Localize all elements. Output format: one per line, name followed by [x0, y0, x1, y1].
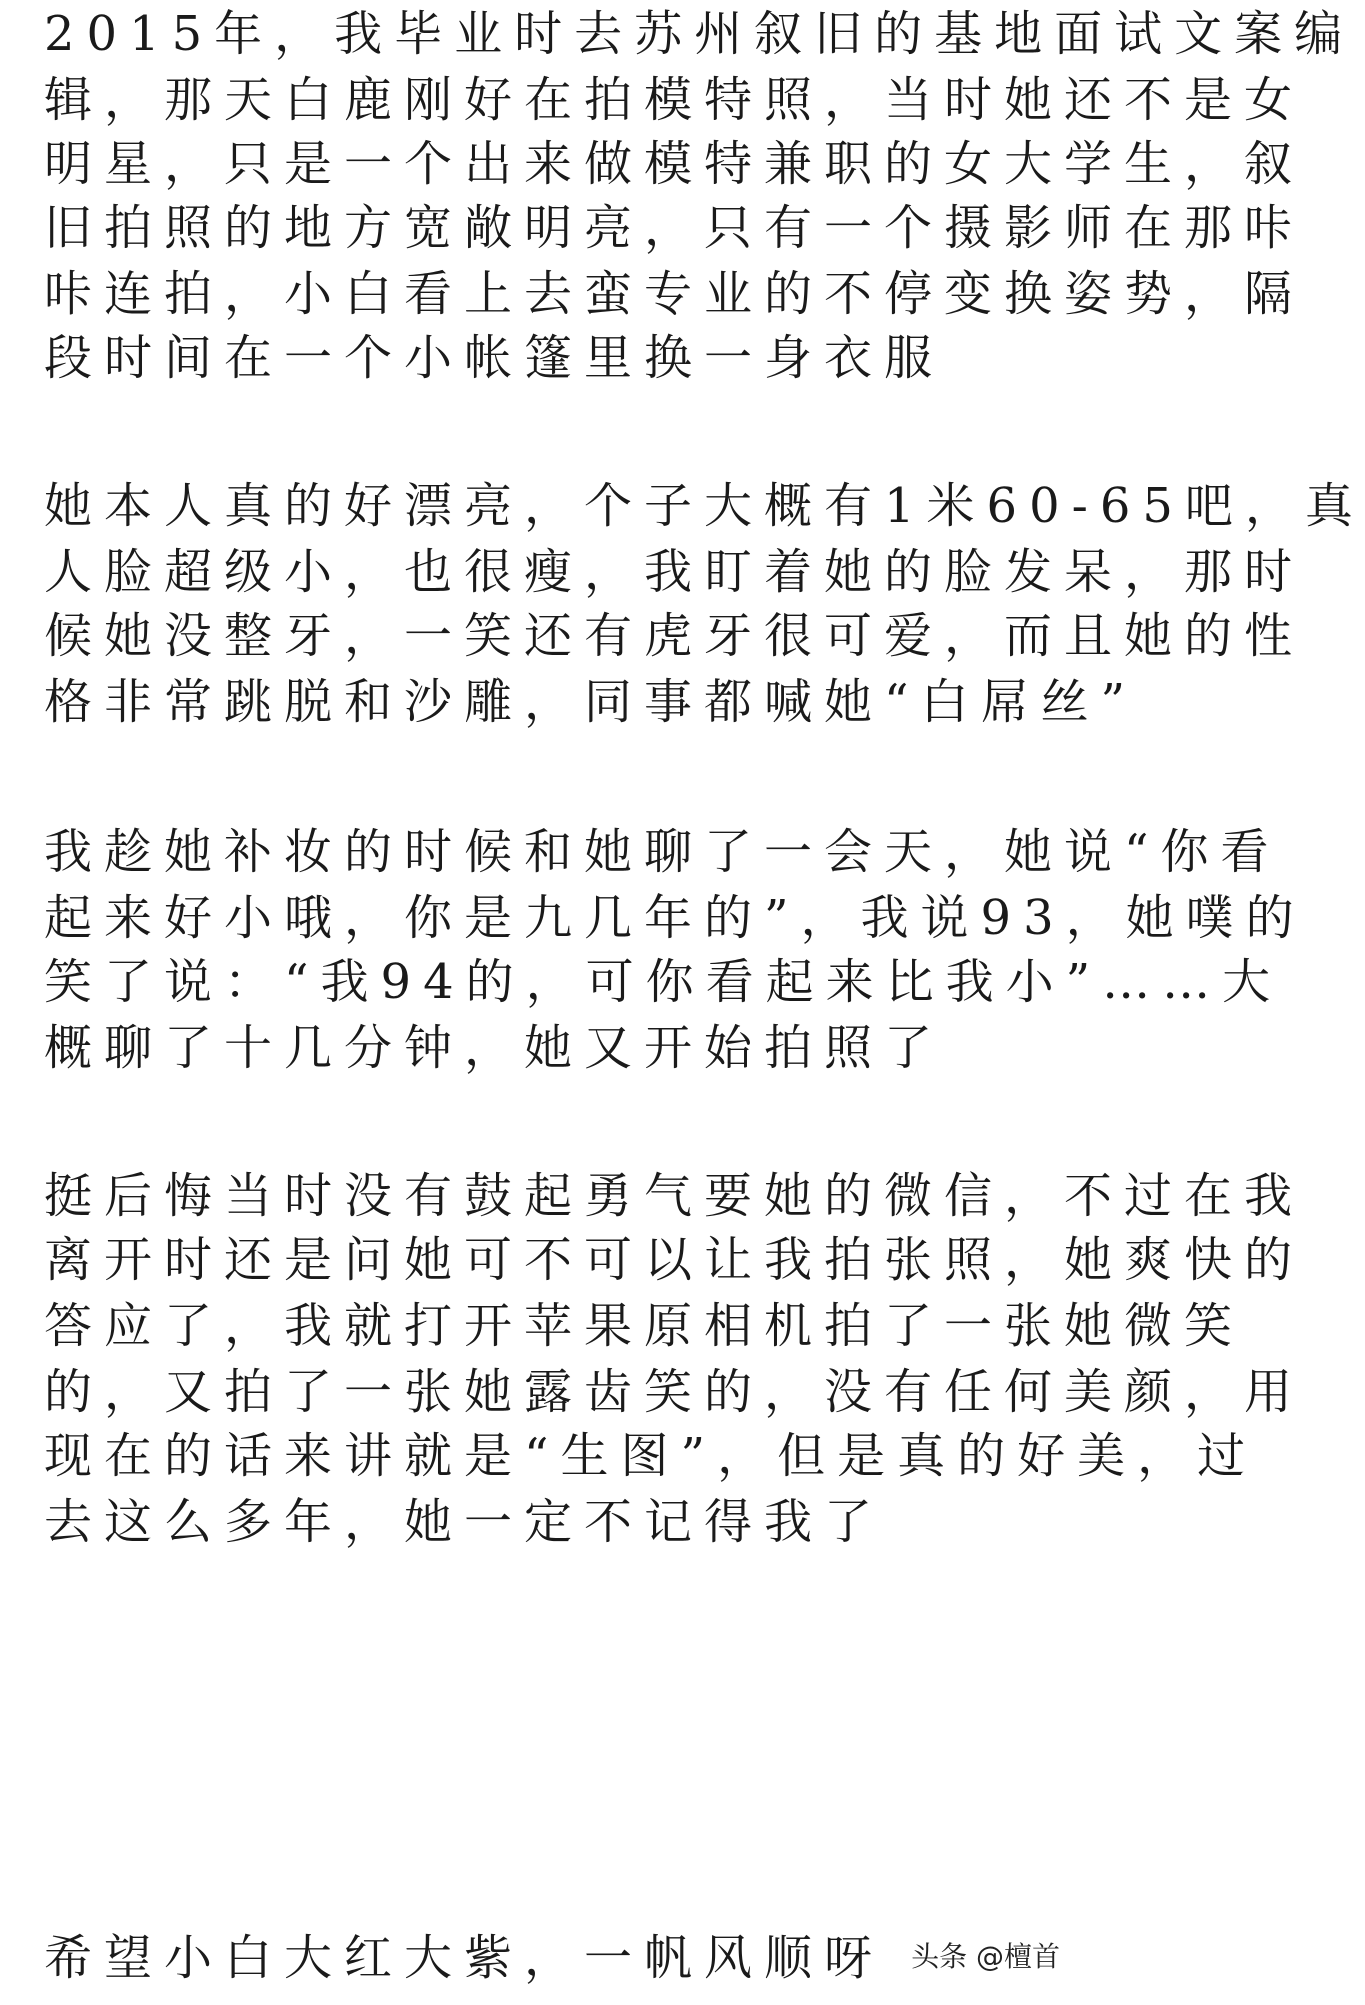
watermark-text: 头条 @檀首 [911, 1940, 1060, 1973]
text-line: 答应了，我就打开苹果原相机拍了一张她微笑 [44, 1298, 1245, 1354]
text-line: 概聊了十几分钟，她又开始拍照了 [44, 1020, 945, 1076]
text-line: 她本人真的好漂亮，个子大概有1米60-65吧，真 [44, 478, 1365, 534]
text-line: 起来好小哦，你是九几年的”，我说93，她噗的 [44, 890, 1306, 946]
text-line: 明星，只是一个出来做模特兼职的女大学生，叙 [44, 136, 1305, 192]
text-line: 现在的话来讲就是“生图”，但是真的好美，过 [44, 1428, 1258, 1484]
toutiao-watermark [911, 1930, 1060, 1980]
text-line: 我趁她补妆的时候和她聊了一会天，她说“你看 [44, 824, 1281, 880]
text-line: 希望小白大红大紫，一帆风顺呀 [44, 1930, 885, 1986]
text-line: 段时间在一个小帐篷里换一身衣服 [44, 330, 945, 386]
text-line: 挺后悔当时没有鼓起勇气要她的微信，不过在我 [44, 1168, 1305, 1224]
text-line: 2015年，我毕业时去苏州叙旧的基地面试文案编 [44, 6, 1355, 62]
text-line: 离开时还是问她可不可以让我拍张照，她爽快的 [44, 1232, 1305, 1288]
text-line: 咔连拍，小白看上去蛮专业的不停变换姿势，隔 [44, 266, 1305, 322]
text-line: 人脸超级小，也很瘦，我盯着她的脸发呆，那时 [44, 544, 1305, 600]
text-line: 辑，那天白鹿刚好在拍模特照，当时她还不是女 [44, 72, 1305, 128]
text-line: 的，又拍了一张她露齿笑的，没有任何美颜，用 [44, 1364, 1305, 1420]
text-line: 旧拍照的地方宽敞明亮，只有一个摄影师在那咔 [44, 200, 1305, 256]
text-line: 去这么多年，她一定不记得我了 [44, 1494, 885, 1550]
text-line: 格非常跳脱和沙雕，同事都喊她“白屌丝” [44, 674, 1138, 730]
text-line: 笑了说：“我94的，可你看起来比我小”……大 [44, 954, 1283, 1010]
text-line: 候她没整牙，一笑还有虎牙很可爱，而且她的性 [44, 608, 1305, 664]
